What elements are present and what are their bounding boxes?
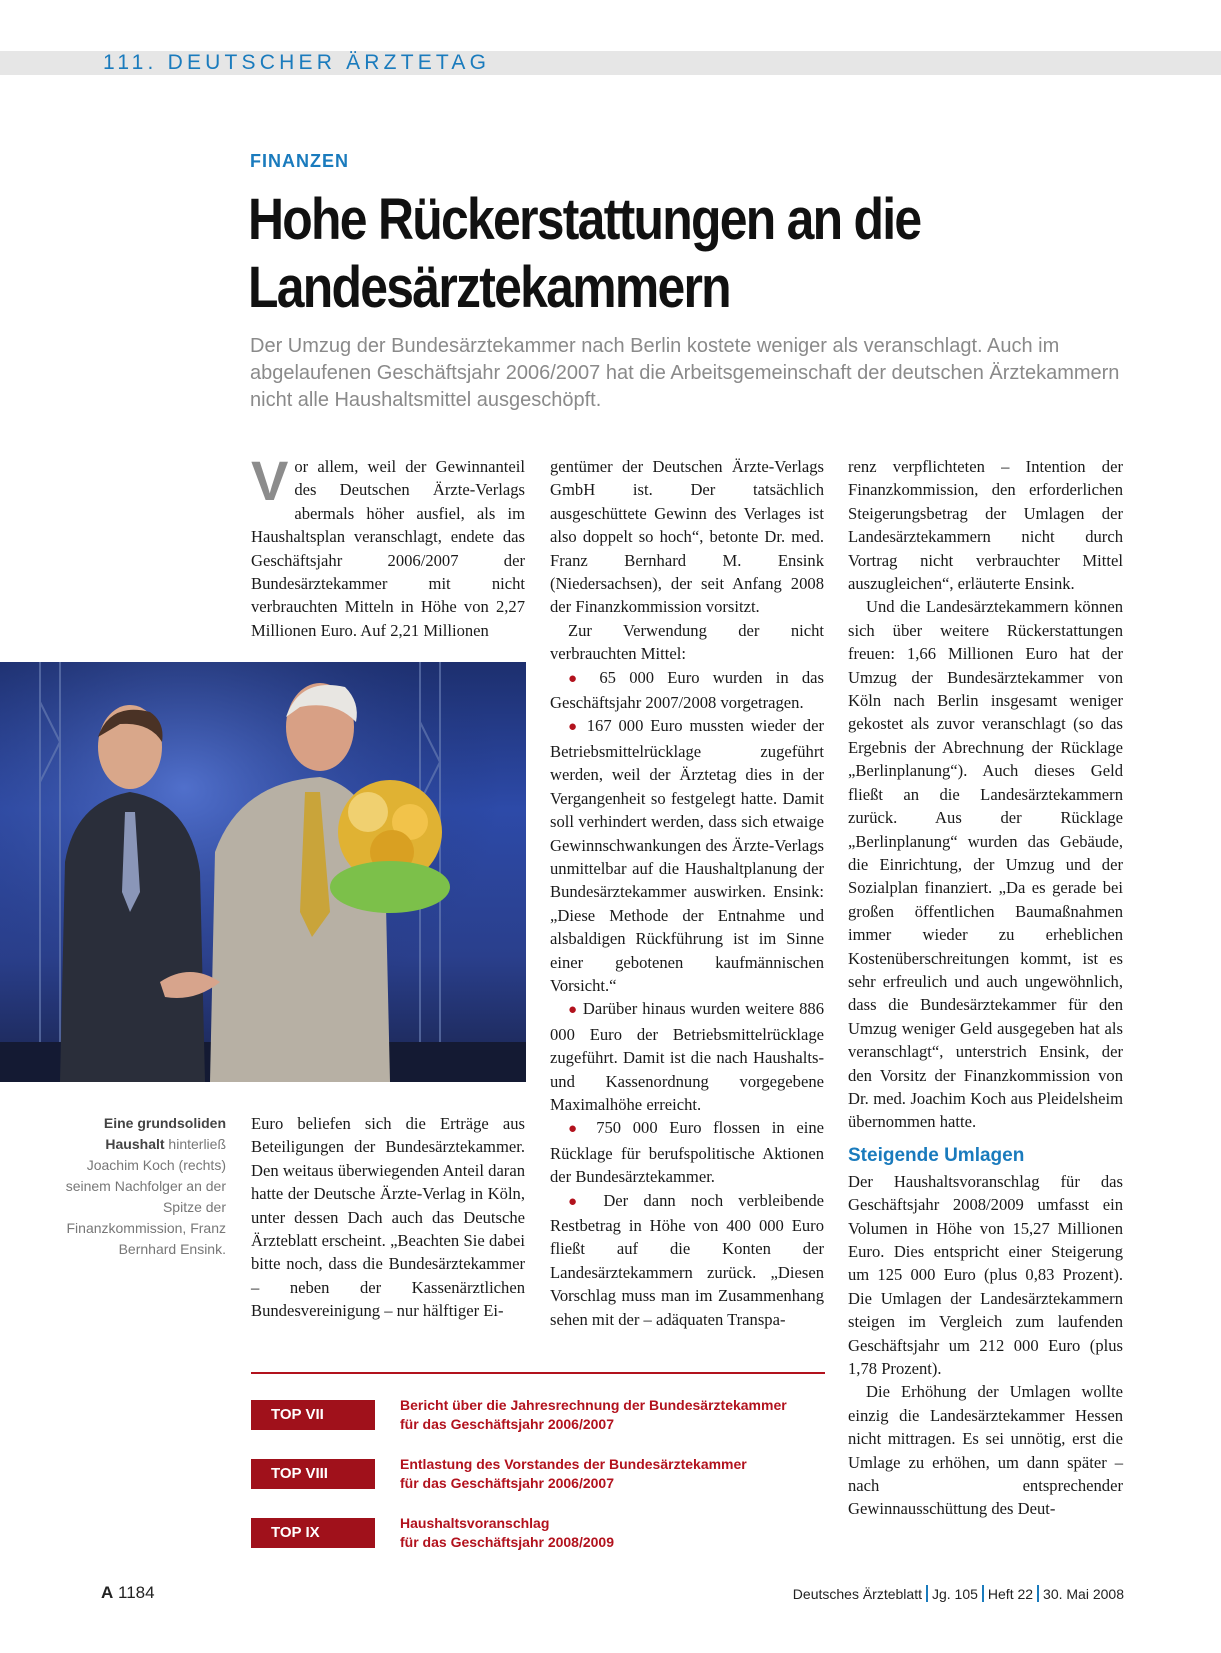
paragraph: Der Haushaltsvoranschlag für das Geschäftsjahr 2008/2009 umfasst ein Volumen in Höhe von 15,27 Millionen Euro. Dies entspricht einer Steigerung um 125 000 Euro (plus 0,83 Prozent). Die Umlagen der Landesärztekammern steigen im Vergleich zum laufenden Geschäftsjahr um 212 000 Euro (plus 1,78 Prozent). (848, 1171, 1123, 1379)
column-3 (848, 455, 1123, 1521)
paragraph: Zur Verwendung der nicht verbrauchten Mittel: (550, 620, 824, 664)
article-kicker: FINANZEN (250, 151, 349, 171)
page-number: A 1184 (101, 1583, 155, 1602)
bullet-item: ● 65 000 Euro wurden in das Geschäftsjahr 2007/2008 vorgetragen. (550, 667, 825, 713)
bullet-item: ● Der dann noch verbleibende Restbetrag in Höhe von 400 000 Euro fließt auf die Konten der Landesärztekammern zurück. „Diesen Vorschlag muss man im Zusammenhang sehen mit der – adäquaten Transpa- (550, 1190, 825, 1329)
paragraph: Euro beliefen sich die Erträge aus Beteiligungen der Bundesärztekammer. Den weitaus überwiegenden Anteil daran hatte der Deutsche Ärzte-Verlag in Köln, unter dessen Dach auch das Deutsche Ärzteblatt erscheint. „Beachten Sie dabei bitte noch, dass die Bundesärztekammer – neben der Kassenärztlichen Bundesvereinigung – nur hälftiger Ei- (251, 1114, 525, 1321)
bullet-item: ● Darüber hinaus wurden weitere 886 000 Euro der Betriebsmittelrücklage zugeführt. Damit ist die nach Haushalts- und Kassenordnung vorgegebene Maximalhöhe erreicht. (550, 999, 824, 1114)
bullet-dot-icon: ● (568, 670, 587, 687)
top-description: Haushaltsvoranschlag für das Geschäftsjahr 2008/2009 (400, 1515, 615, 1550)
column-1-top (251, 449, 525, 642)
bullet-item: ● 750 000 Euro flossen in eine Rücklage für berufspolitische Aktionen der Bundesärztekammer. (550, 1118, 824, 1187)
top-description: Bericht über die Jahresrechnung der Bundesärztekammer für das Geschäftsjahr 2006/2007 (400, 1397, 787, 1432)
caption-bold: Eine grundsoliden Haushalt (103, 1115, 226, 1152)
photo-caption (60, 1113, 226, 1260)
article-headline: Hohe Rückerstattungen an die Landesärztekammern (248, 187, 921, 320)
bullet-dot-icon: ● (568, 719, 580, 736)
paragraph: renz verpflichteten – Intention der Finanzkommission, den erforderlichen Steigerungsbetrag der Umlagen der Landesärztekammern nicht durch Vortrag nicht verbrauchter Mittel auszugleichen“, erläuterte Ensink. (848, 457, 1123, 594)
section-title: 111. DEUTSCHER ÄRZTETAG (103, 51, 491, 74)
top-description: Entlastung des Vorstandes der Bundesärztekammer für das Geschäftsjahr 2006/2007 (400, 1456, 747, 1491)
caption-text: hinterließ Joachim Koch (rechts) seinem Nachfolger an der Spitze der Finanzkommission, Franz Bernhard Ensink. (65, 1136, 226, 1257)
column-1-bottom (251, 1112, 525, 1323)
paragraph: gentümer der Deutschen Ärzte-Verlags GmbH ist. Der tatsächlich ausgeschüttete Gewinn des Verlages ist also doppelt so hoch“, betonte Dr. med. Franz Bernhard M. Ensink (Niedersachsen), der seit Anfang 2008 der Finanzkommission vorsitzt. (550, 457, 824, 617)
paragraph: Die Erhöhung der Umlagen wollte einzig die Landesärztekammer Hessen nicht mittragen. Es sei unnötig, erst die Umlage zu erhöhen, um dann später – nach entsprechender Gewinnausschüttung des Deut- (848, 1382, 1123, 1519)
article-lead: Der Umzug der Bundesärztekammer nach Berlin kostete weniger als veranschlagt. Auch im abgelaufenen Geschäftsjahr 2006/2007 hat die Arbeitsgemeinschaft der deutschen Ärztekammern nicht alle Haushaltsmittel ausgeschöpft. (250, 335, 1120, 411)
paragraph: or allem, weil der Gewinnanteil des Deutschen Ärzte-Verlags abermals höher ausfiel, als im Haushaltsplan veranschlagt, endete das Geschäftsjahr 2006/2007 der Bundesärztekammer mit nicht verbrauchten Mitteln in Höhe von 2,27 Millionen Euro. Auf 2,21 Millionen (251, 457, 525, 640)
top-tag: TOP VII (251, 1400, 375, 1430)
bullet-item: ● 167 000 Euro mussten wieder der Betriebsmittelrücklage zugeführt werden, weil der Ärztetag dies in der Vergangenheit so festgelegt hatte. Damit soll verhindert werden, dass sich etwaige Gewinnschwankungen des Ärzte-Verlags unmittelbar auf die Haushaltplanung der Bundesärztekammer auswirken. Ensink: „Diese Methode der Entnahme und alsbaldigen Rückführung ist im Sinne einer gebotenen kaufmännischen Vorsicht.“ (550, 716, 824, 995)
subheading: Steigende Umlagen (848, 1144, 1025, 1166)
article-photo (0, 662, 526, 1082)
photo-illustration (0, 662, 526, 1082)
divider (251, 1372, 825, 1374)
footer-citation: Deutsches Ärzteblatt Jg. 105 Heft 22 30. Mai 2008 (792, 1586, 1124, 1602)
top-tag: TOP IX (251, 1518, 375, 1548)
paragraph: Und die Landesärztekammern können sich über weitere Rückerstattungen freuen: 1,66 Millionen Euro hat der Umzug der Bundesärztekammer von Köln nach Berlin insgesamt weniger gekostet als zuvor veranschlagt (so das Ergebnis der Abrechnung der Rücklage „Berlinplanung“). Auch dieses Geld fließt an die Landesärztekammern zurück. Aus der Rücklage „Berlinplanung“ wurden das Gebäude, die Einrichtung, der Umzug und der Sozialplan finanziert. „Da es gerade bei großen öffentlichen Baumaßnahmen immer wieder zu erheblichen Kostenüberschreitungen kommt, ist es sehr erfreulich und auch ungewöhnlich, dass die Bundesärztekammer für den Umzug weniger Geld ausgegeben hat als veranschlagt“, unterstrich Ensink, der den Vorsitz der Finanzkommission von Dr. med. Joachim Koch aus Pleidelsheim übernommen hatte. (848, 597, 1123, 1132)
column-2 (550, 455, 824, 1331)
bullet-dot-icon: ● (568, 1002, 578, 1019)
drop-cap: V (251, 449, 289, 512)
bullet-dot-icon: ● (568, 1121, 585, 1138)
top-tag: TOP VIII (251, 1459, 375, 1489)
bullet-dot-icon: ● (568, 1193, 589, 1210)
